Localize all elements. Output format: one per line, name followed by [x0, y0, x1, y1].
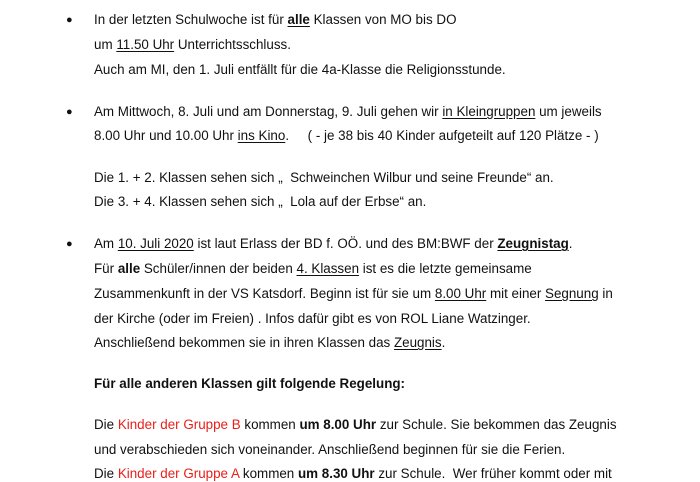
- section-heading: Für alle anderen Klassen gilt folgende Regelung:: [94, 376, 406, 391]
- paragraph-line: Die 3. + 4. Klassen sehen sich „ Lola auf der Erbse“ an.: [94, 194, 427, 209]
- text-segment: Schüler/innen der beiden: [140, 261, 297, 276]
- paragraph-line: [94, 417, 617, 433]
- text-segment: ist laut Erlass der BD f. OÖ. und des BM:BWF der: [193, 236, 498, 251]
- bullet-marker: ●: [66, 238, 73, 250]
- text-segment: Am: [94, 236, 118, 251]
- underlined-text: Zeugnis: [393, 335, 442, 350]
- text-segment: Die: [94, 417, 118, 432]
- text-segment: Zusammenkunft in der VS Katsdorf. Beginn ist für sie um: [94, 286, 435, 301]
- text-segment: Für: [94, 261, 118, 276]
- underlined-text: Segnung: [545, 286, 599, 301]
- text-segment: Klassen von MO bis DO: [309, 12, 457, 27]
- underlined-text: 10. Juli 2020: [117, 236, 194, 251]
- text-segment: kommen: [239, 466, 298, 481]
- bullet-marker: ●: [66, 14, 73, 26]
- text-segment: Am Mittwoch, 8. Juli und am Donnerstag, 9. Juli gehen wir: [94, 104, 443, 119]
- underlined-text: 8.00 Uhr: [434, 286, 487, 301]
- text-segment: . ( - je 38 bis 40 Kinder aufgeteilt auf 120 Plätze - ): [285, 128, 599, 143]
- underlined-text: 11.50 Uhr: [116, 37, 175, 52]
- text-segment: In der letzten Schulwoche ist für: [94, 12, 288, 27]
- text-segment: in: [598, 286, 613, 301]
- emphasis-text: Zeugnistag: [497, 236, 569, 251]
- paragraph-line: der Kirche (oder im Freien) . Infos dafür gibt es von ROL Liane Watzinger.: [94, 311, 531, 326]
- bold-text: um 8.00 Uhr: [299, 417, 377, 432]
- text-segment: kommen: [240, 417, 300, 432]
- text-segment: Die: [94, 466, 118, 481]
- text-segment: Unterrichtsschluss.: [174, 37, 291, 52]
- paragraph-line: [94, 12, 456, 28]
- paragraph-line: [94, 261, 532, 277]
- text-segment: mit einer: [486, 286, 546, 301]
- underlined-text: in Kleingruppen: [442, 104, 536, 119]
- text-segment: um: [94, 37, 117, 52]
- text-segment: .: [441, 335, 446, 350]
- text-segment: 8.00 Uhr und 10.00 Uhr: [94, 128, 238, 143]
- text-segment: .: [568, 236, 573, 251]
- paragraph-line: [94, 37, 291, 53]
- paragraph-line: Die 1. + 2. Klassen sehen sich „ Schweinchen Wilbur und seine Freunde“ an.: [94, 170, 554, 185]
- paragraph-line: [94, 128, 599, 144]
- underlined-text: ins Kino: [237, 128, 286, 143]
- bullet-marker: ●: [66, 106, 73, 118]
- bold-text: um 8.30 Uhr: [297, 466, 375, 481]
- underlined-text: 4. Klassen: [296, 261, 360, 276]
- highlight-text: Kinder der Gruppe A: [117, 466, 240, 481]
- bold-text: alle: [117, 261, 141, 276]
- text-segment: um jeweils: [535, 104, 602, 119]
- text-segment: zur Schule. Wer früher kommt oder mit: [374, 466, 612, 481]
- paragraph-line: [94, 335, 445, 351]
- paragraph-line: [94, 286, 613, 302]
- emphasis-text: alle: [287, 12, 310, 27]
- highlight-text: Kinder der Gruppe B: [117, 417, 241, 432]
- text-segment: zur Schule. Sie bekommen das Zeugnis: [376, 417, 617, 432]
- paragraph-line: Auch am MI, den 1. Juli entfällt für die 4a-Klasse die Religionsstunde.: [94, 62, 506, 77]
- text-segment: ist es die letzte gemeinsame: [359, 261, 532, 276]
- paragraph-line: [94, 236, 573, 252]
- paragraph-line: und verabschieden sich voneinander. Anschließend beginnen für sie die Ferien.: [94, 442, 566, 457]
- paragraph-line: [94, 104, 602, 120]
- text-segment: Anschließend bekommen sie in ihren Klassen das: [94, 335, 394, 350]
